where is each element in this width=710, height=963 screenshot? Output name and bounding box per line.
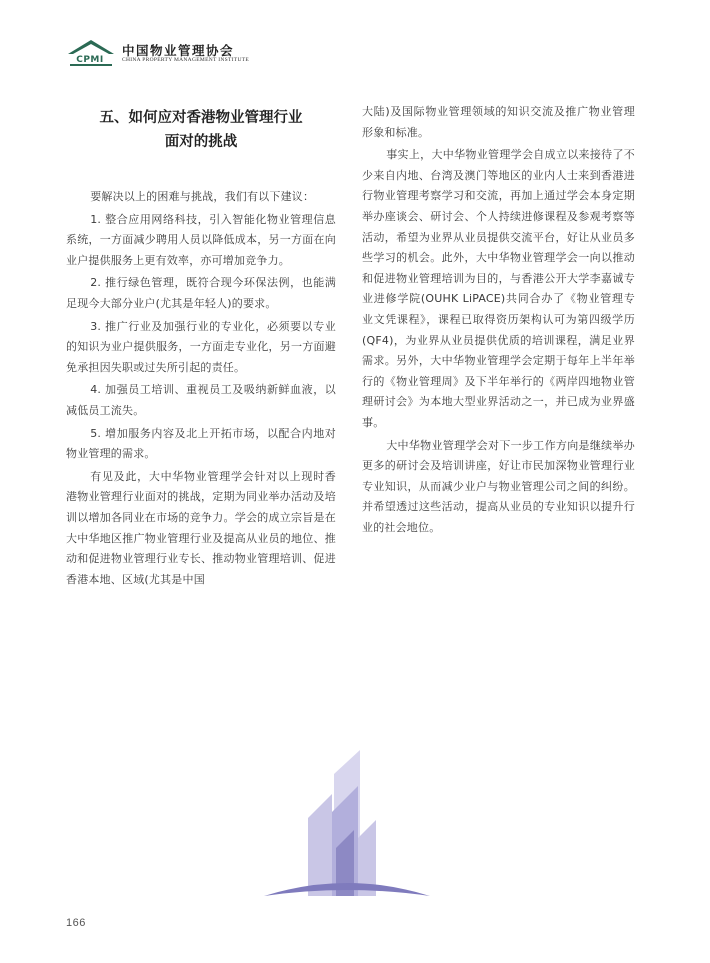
list-item: 3. 推广行业及加强行业的专业化，必须要以专业的知识为业户提供服务，一方面走专业化，另一方面避免承担因失职或过失所引起的责任。 [66, 319, 336, 374]
heading-line-1: 五、如何应对香港物业管理行业 [99, 110, 303, 126]
heading-line-2: 面对的挑战 [164, 134, 238, 150]
left-column [66, 102, 336, 592]
building-left [308, 794, 332, 896]
list-item: 2. 推行绿色管理，既符合现今环保法例，也能满足现今大部分业户(尤其是年轻人)的要求。 [66, 276, 336, 310]
paragraph: 有见及此，大中华物业管理学会针对以上现时香港物业管理行业面对的挑战，定期为同业举办活动及培训以增加各同业在市场的竞争力。学会的成立宗旨是在大中华地区推广物业管理行业及提高从业员的地位、推动和促进物业管理行业专长、推动物业管理培训、促进香港本地、区域(尤其是中国 [66, 469, 336, 586]
paragraph-continuation: 大陆)及国际物业管理领域的知识交流及推广物业管理形象和标准。 [362, 105, 635, 139]
header-logo [66, 38, 266, 70]
right-column [362, 102, 635, 540]
paragraph: 事实上，大中华物业管理学会自成立以来接待了不少来自内地、台湾及澳门等地区的业内人士来到香港进行物业管理考察学习和交流，再加上通过学会本身定期举办座谈会、研讨会、个人持续进修课程及参观考察等活动，希望为业界从业员提供交流平台，好让从业员多些学习的机会。此外，大中华物业管理学会一向以推动和促进物业管理培训为目的，与香港公开大学李嘉诚专业进修学院(OUHK LiPACE)共同合办了《物业管理专业文凭课程》，课程已取得资历架构认可为第四级学历(QF4)，为业界从业员提供优质的培训课程，满足业界需求。另外，大中华物业管理学会定期于每年上半年举行的《物业管理周》及下半年举行的《两岸四地物业管理研讨会》为本地大型业界活动之一，并已成为业界盛事。 [362, 148, 635, 429]
paragraph: 要解决以上的困难与挑战，我们有以下建议： [90, 190, 315, 203]
paragraph: 大中华物业管理学会对下一步工作方向是继续举办更多的研讨会及培训讲座，好让市民加深物业管理行业专业知识，从而减少业户与物业管理公司之间的纠纷。并希望透过这些活动，提高从业员的专业知识以提升行业的社会地位。 [362, 438, 635, 534]
skyline-illustration [262, 746, 432, 900]
org-name-chinese: 中国物业管理协会 [122, 43, 235, 58]
section-heading [66, 106, 336, 154]
page-number: 166 [66, 917, 86, 929]
logo-abbreviation: CPMI [76, 55, 104, 65]
list-item: 5. 增加服务内容及北上开拓市场，以配合内地对物业管理的需求。 [66, 426, 336, 461]
org-name-english: CHINA PROPERTY MANAGEMENT INSTITUTE [122, 57, 250, 63]
list-item: 1. 整合应用网络科技，引入智能化物业管理信息系统，一方面减少聘用人员以降低成本，另一方面在向业户提供服务上更有效率，亦可增加竞争力。 [66, 212, 336, 267]
list-item: 4. 加强员工培训、重视员工及吸纳新鲜血液，以减低员工流失。 [66, 383, 336, 417]
